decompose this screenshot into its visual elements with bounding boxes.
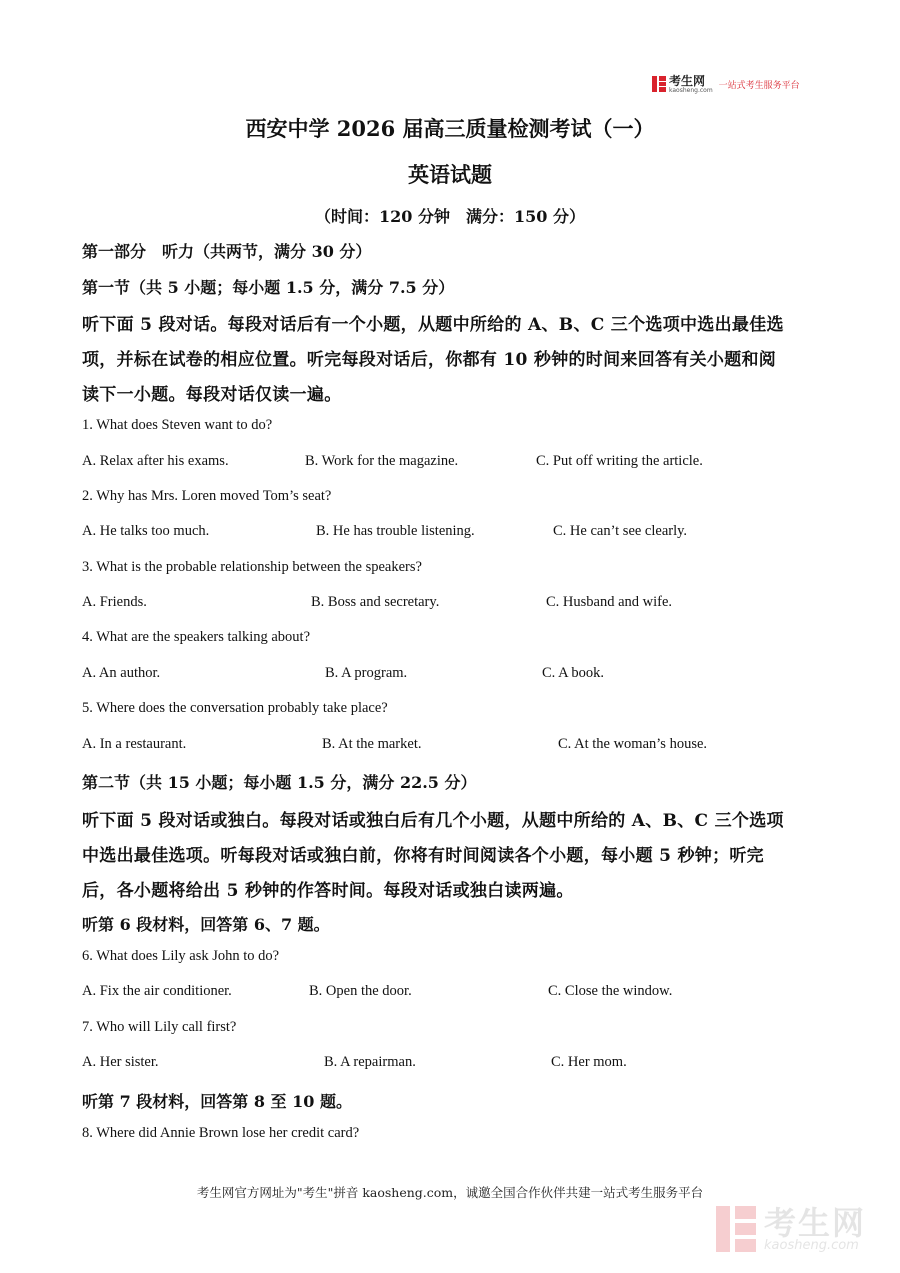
- logo-url: kaosheng.com: [669, 86, 713, 94]
- material-6-heading: 听第 6 段材料，回答第 6、7 题。: [82, 915, 330, 934]
- question-7-option-c: C. Her mom.: [551, 1054, 627, 1070]
- question-4-option-a: A. An author.: [82, 665, 161, 681]
- question-3: 3. What is the probable relationship between the speakers?: [82, 559, 422, 575]
- question-7: 7. Who will Lily call first?: [82, 1019, 237, 1035]
- question-5-option-c: C. At the woman’s house.: [558, 736, 708, 752]
- question-1-option-c: C. Put off writing the article.: [536, 453, 703, 469]
- footer-text: 考生网官方网址为"考生"拼音 kaosheng.com，诚邀全国合作伙伴共建一站式考生服务平台: [196, 1185, 704, 1200]
- question-3-option-b: B. Boss and secretary.: [311, 594, 440, 610]
- section2-instruction-line: 中选出最佳选项。听每段对话或独白前，你将有时间阅读各个小题，每小题 5 秒钟；听完: [82, 846, 764, 866]
- exam-subtitle: 英语试题: [408, 162, 492, 187]
- kaosheng-logo-icon: [652, 76, 666, 92]
- question-6-option-a: A. Fix the air conditioner.: [82, 983, 232, 999]
- section1-instruction-line: 听下面 5 段对话。每段对话后有一个小题，从题中所给的 A、B、C 三个选项中选出最佳选: [82, 315, 784, 335]
- logo-name: 考生网: [669, 73, 706, 88]
- logo-slogan: 一站式考生服务平台: [718, 80, 800, 91]
- section1-instruction-line: 项，并标在试卷的相应位置。听完每段对话后，你都有 10 秒钟的时间来回答有关小题和阅: [82, 350, 777, 370]
- exam-title: 西安中学 2026 届高三质量检测考试（一）: [245, 116, 655, 141]
- question-6-option-b: B. Open the door.: [309, 983, 412, 999]
- question-8: 8. Where did Annie Brown lose her credit card?: [82, 1125, 360, 1141]
- question-3-option-c: C. Husband and wife.: [546, 594, 673, 610]
- section2-heading: 第二节（共 15 小题；每小题 1.5 分，满分 22.5 分）: [82, 773, 477, 792]
- watermark: [716, 1203, 867, 1253]
- question-3-option-a: A. Friends.: [82, 594, 147, 610]
- question-1-option-b: B. Work for the magazine.: [305, 453, 459, 469]
- question-7-option-b: B. A repairman.: [324, 1054, 416, 1070]
- question-4-option-b: B. A program.: [325, 665, 408, 681]
- question-6: 6. What does Lily ask John to do?: [82, 948, 280, 964]
- question-2-option-b: B. He has trouble listening.: [316, 523, 475, 539]
- watermark-url: kaosheng.com: [764, 1237, 859, 1253]
- section1-instruction-line: 读下一小题。每段对话仅读一遍。: [82, 385, 342, 405]
- question-1-option-a: A. Relax after his exams.: [82, 453, 229, 469]
- kaosheng-watermark-icon: [716, 1206, 756, 1252]
- question-6-option-c: C. Close the window.: [548, 983, 673, 999]
- section1-heading: 第一节（共 5 小题；每小题 1.5 分，满分 7.5 分）: [82, 278, 455, 297]
- question-2-option-c: C. He can’t see clearly.: [553, 523, 688, 539]
- question-5: 5. Where does the conversation probably take place?: [82, 700, 388, 716]
- part1-heading: 第一部分 听力（共两节，满分 30 分）: [82, 242, 372, 261]
- question-4: 4. What are the speakers talking about?: [82, 629, 311, 645]
- question-1: 1. What does Steven want to do?: [82, 417, 273, 433]
- question-5-option-a: A. In a restaurant.: [82, 736, 187, 752]
- question-7-option-a: A. Her sister.: [82, 1054, 159, 1070]
- question-2-option-a: A. He talks too much.: [82, 523, 210, 539]
- section2-instruction-line: 听下面 5 段对话或独白。每段对话或独白后有几个小题，从题中所给的 A、B、C 三个选项: [82, 811, 784, 831]
- question-2: 2. Why has Mrs. Loren moved Tom’s seat?: [82, 488, 332, 504]
- watermark-name: 考生网: [764, 1203, 867, 1242]
- header-logo: [652, 73, 800, 95]
- question-4-option-c: C. A book.: [542, 665, 605, 681]
- exam-meta: （时间：120 分钟 满分：150 分）: [315, 207, 585, 226]
- section2-instruction-line: 后，各小题将给出 5 秒钟的作答时间。每段对话或独白读两遍。: [82, 881, 574, 901]
- material-7-heading: 听第 7 段材料，回答第 8 至 10 题。: [82, 1092, 352, 1111]
- question-5-option-b: B. At the market.: [322, 736, 422, 752]
